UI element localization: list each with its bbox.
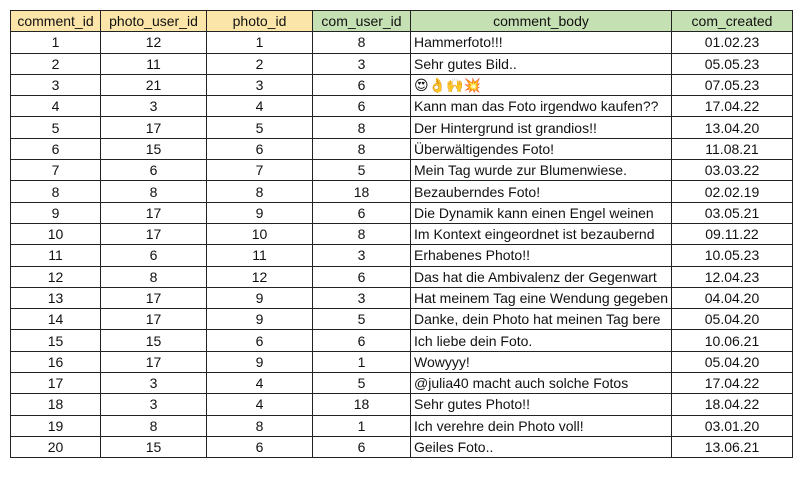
comment-id-cell[interactable]: 13 (11, 287, 101, 308)
table-body (11, 32, 793, 458)
comment-body-cell[interactable]: Ich liebe dein Foto. (411, 330, 672, 351)
comment-body-cell[interactable]: Die Dynamik kann einen Engel weinen (411, 202, 672, 223)
photo-id-cell[interactable]: 9 (207, 309, 313, 330)
com-created-cell[interactable]: 10.05.23 (672, 245, 793, 266)
photo-user-id-cell[interactable]: 17 (101, 223, 207, 244)
comment-id-cell[interactable]: 20 (11, 436, 101, 457)
comment-id-cell[interactable]: 18 (11, 394, 101, 415)
table-row (11, 74, 793, 95)
com-user-id-cell[interactable]: 6 (313, 330, 411, 351)
com-created-cell[interactable]: 03.03.22 (672, 160, 793, 181)
table-row (11, 202, 793, 223)
com-user-id-cell[interactable]: 3 (313, 245, 411, 266)
comment-id-cell[interactable]: 6 (11, 138, 101, 159)
photo-user-id-cell[interactable]: 21 (101, 74, 207, 95)
photo-id-cell[interactable]: 6 (207, 138, 313, 159)
com-created-cell[interactable]: 11.08.21 (672, 138, 793, 159)
comment-body-cell[interactable]: Das hat die Ambivalenz der Gegenwart (411, 266, 672, 287)
photo-id-cell[interactable]: 6 (207, 436, 313, 457)
photo-user-id-cell[interactable]: 17 (101, 202, 207, 223)
comment-id-cell[interactable]: 9 (11, 202, 101, 223)
table-row (11, 436, 793, 457)
table-row (11, 330, 793, 351)
header-photo-user-id[interactable]: photo_user_id (101, 11, 207, 32)
header-photo-id[interactable]: photo_id (207, 11, 313, 32)
table-row (11, 181, 793, 202)
com-user-id-cell[interactable]: 6 (313, 266, 411, 287)
photo-id-cell[interactable]: 12 (207, 266, 313, 287)
header-com-user-id[interactable]: com_user_id (313, 11, 411, 32)
photo-user-id-cell[interactable]: 6 (101, 160, 207, 181)
com-created-cell[interactable]: 07.05.23 (672, 74, 793, 95)
photo-user-id-cell[interactable]: 17 (101, 351, 207, 372)
com-created-cell[interactable]: 17.04.22 (672, 373, 793, 394)
header-com-created[interactable]: com_created (672, 11, 793, 32)
com-created-cell[interactable]: 10.06.21 (672, 330, 793, 351)
table-row (11, 309, 793, 330)
comment-body-cell[interactable]: @julia40 macht auch solche Fotos (411, 373, 672, 394)
comment-body-cell[interactable]: Danke, dein Photo hat meinen Tag bere (411, 309, 672, 330)
comment-body-cell[interactable]: Sehr gutes Photo!! (411, 394, 672, 415)
photo-user-id-cell[interactable]: 12 (101, 32, 207, 53)
table-row (11, 160, 793, 181)
com-created-cell[interactable]: 05.04.20 (672, 309, 793, 330)
com-created-cell[interactable]: 05.05.23 (672, 53, 793, 74)
com-user-id-cell[interactable]: 1 (313, 351, 411, 372)
photo-id-cell[interactable]: 6 (207, 330, 313, 351)
photo-user-id-cell[interactable]: 11 (101, 53, 207, 74)
com-user-id-cell[interactable]: 8 (313, 32, 411, 53)
photo-id-cell[interactable]: 4 (207, 373, 313, 394)
photo-id-cell[interactable]: 10 (207, 223, 313, 244)
com-created-cell[interactable]: 13.06.21 (672, 436, 793, 457)
photo-user-id-cell[interactable]: 3 (101, 394, 207, 415)
photo-id-cell[interactable]: 11 (207, 245, 313, 266)
com-user-id-cell[interactable]: 1 (313, 415, 411, 436)
table-row (11, 415, 793, 436)
photo-user-id-cell[interactable]: 15 (101, 330, 207, 351)
com-user-id-cell[interactable]: 6 (313, 96, 411, 117)
com-created-cell[interactable]: 17.04.22 (672, 96, 793, 117)
comment-body-cell[interactable]: Hat meinem Tag eine Wendung gegeben (411, 287, 672, 308)
com-user-id-cell[interactable]: 8 (313, 117, 411, 138)
com-user-id-cell[interactable]: 8 (313, 138, 411, 159)
com-user-id-cell[interactable]: 6 (313, 74, 411, 95)
comment-id-cell[interactable]: 7 (11, 160, 101, 181)
com-created-cell[interactable]: 18.04.22 (672, 394, 793, 415)
comment-body-cell[interactable]: Bezauberndes Foto! (411, 181, 672, 202)
photo-id-cell[interactable]: 1 (207, 32, 313, 53)
photo-id-cell[interactable]: 4 (207, 394, 313, 415)
comment-body-cell[interactable]: 😍👌🙌💥 (411, 74, 672, 95)
comment-body-cell[interactable]: Ich verehre dein Photo voll! (411, 415, 672, 436)
comment-id-cell[interactable]: 12 (11, 266, 101, 287)
header-comment-id[interactable]: comment_id (11, 11, 101, 32)
com-user-id-cell[interactable]: 18 (313, 181, 411, 202)
photo-id-cell[interactable]: 7 (207, 160, 313, 181)
comment-id-cell[interactable]: 19 (11, 415, 101, 436)
com-user-id-cell[interactable]: 6 (313, 436, 411, 457)
photo-user-id-cell[interactable]: 8 (101, 266, 207, 287)
comment-body-cell[interactable]: Geiles Foto.. (411, 436, 672, 457)
table-row (11, 96, 793, 117)
table-row (11, 394, 793, 415)
table-row (11, 266, 793, 287)
photo-user-id-cell[interactable]: 17 (101, 117, 207, 138)
com-created-cell[interactable]: 12.04.23 (672, 266, 793, 287)
comment-id-cell[interactable]: 4 (11, 96, 101, 117)
comments-table (10, 10, 793, 458)
comment-body-cell[interactable]: Sehr gutes Bild.. (411, 53, 672, 74)
comment-id-cell[interactable]: 1 (11, 32, 101, 53)
photo-user-id-cell[interactable]: 3 (101, 96, 207, 117)
com-user-id-cell[interactable]: 3 (313, 53, 411, 74)
comment-body-cell[interactable]: Im Kontext eingeordnet ist bezaubernd (411, 223, 672, 244)
com-user-id-cell[interactable]: 8 (313, 223, 411, 244)
photo-id-cell[interactable]: 8 (207, 415, 313, 436)
com-created-cell[interactable]: 03.05.21 (672, 202, 793, 223)
table-row (11, 138, 793, 159)
table-row (11, 117, 793, 138)
com-created-cell[interactable]: 04.04.20 (672, 287, 793, 308)
photo-user-id-cell[interactable]: 15 (101, 138, 207, 159)
photo-user-id-cell[interactable]: 15 (101, 436, 207, 457)
photo-id-cell[interactable]: 9 (207, 202, 313, 223)
comment-id-cell[interactable]: 17 (11, 373, 101, 394)
photo-id-cell[interactable]: 4 (207, 96, 313, 117)
photo-user-id-cell[interactable]: 3 (101, 373, 207, 394)
header-row (11, 11, 793, 32)
com-created-cell[interactable]: 13.04.20 (672, 117, 793, 138)
comment-id-cell[interactable]: 15 (11, 330, 101, 351)
comment-body-cell[interactable]: Hammerfoto!!! (411, 32, 672, 53)
table-row (11, 373, 793, 394)
photo-id-cell[interactable]: 9 (207, 287, 313, 308)
photo-user-id-cell[interactable]: 17 (101, 287, 207, 308)
comment-id-cell[interactable]: 16 (11, 351, 101, 372)
comment-body-cell[interactable]: Erhabenes Photo!! (411, 245, 672, 266)
com-created-cell[interactable]: 05.04.20 (672, 351, 793, 372)
comment-id-cell[interactable]: 11 (11, 245, 101, 266)
photo-id-cell[interactable]: 8 (207, 181, 313, 202)
com-user-id-cell[interactable]: 5 (313, 160, 411, 181)
table-row (11, 287, 793, 308)
photo-user-id-cell[interactable]: 8 (101, 181, 207, 202)
com-created-cell[interactable]: 03.01.20 (672, 415, 793, 436)
com-user-id-cell[interactable]: 5 (313, 373, 411, 394)
table-row (11, 245, 793, 266)
comment-body-cell[interactable]: Der Hintergrund ist grandios!! (411, 117, 672, 138)
comment-id-cell[interactable]: 8 (11, 181, 101, 202)
com-created-cell[interactable]: 02.02.19 (672, 181, 793, 202)
com-created-cell[interactable]: 01.02.23 (672, 32, 793, 53)
com-user-id-cell[interactable]: 18 (313, 394, 411, 415)
photo-user-id-cell[interactable]: 17 (101, 309, 207, 330)
comment-body-cell[interactable]: Kann man das Foto irgendwo kaufen?? (411, 96, 672, 117)
comment-id-cell[interactable]: 10 (11, 223, 101, 244)
com-created-cell[interactable]: 09.11.22 (672, 223, 793, 244)
photo-id-cell[interactable]: 2 (207, 53, 313, 74)
table-row (11, 32, 793, 53)
table-row (11, 53, 793, 74)
table-row (11, 351, 793, 372)
comment-id-cell[interactable]: 3 (11, 74, 101, 95)
comment-body-cell[interactable]: Wowyyy! (411, 351, 672, 372)
photo-id-cell[interactable]: 9 (207, 351, 313, 372)
header-comment-body[interactable]: comment_body (411, 11, 672, 32)
comment-id-cell[interactable]: 2 (11, 53, 101, 74)
table-row (11, 223, 793, 244)
com-user-id-cell[interactable]: 6 (313, 202, 411, 223)
photo-user-id-cell[interactable]: 6 (101, 245, 207, 266)
comment-body-cell[interactable]: Mein Tag wurde zur Blumenwiese. (411, 160, 672, 181)
com-user-id-cell[interactable]: 3 (313, 287, 411, 308)
photo-id-cell[interactable]: 3 (207, 74, 313, 95)
com-user-id-cell[interactable]: 5 (313, 309, 411, 330)
comment-body-cell[interactable]: Überwältigendes Foto! (411, 138, 672, 159)
comment-id-cell[interactable]: 5 (11, 117, 101, 138)
comment-id-cell[interactable]: 14 (11, 309, 101, 330)
photo-user-id-cell[interactable]: 8 (101, 415, 207, 436)
photo-id-cell[interactable]: 5 (207, 117, 313, 138)
